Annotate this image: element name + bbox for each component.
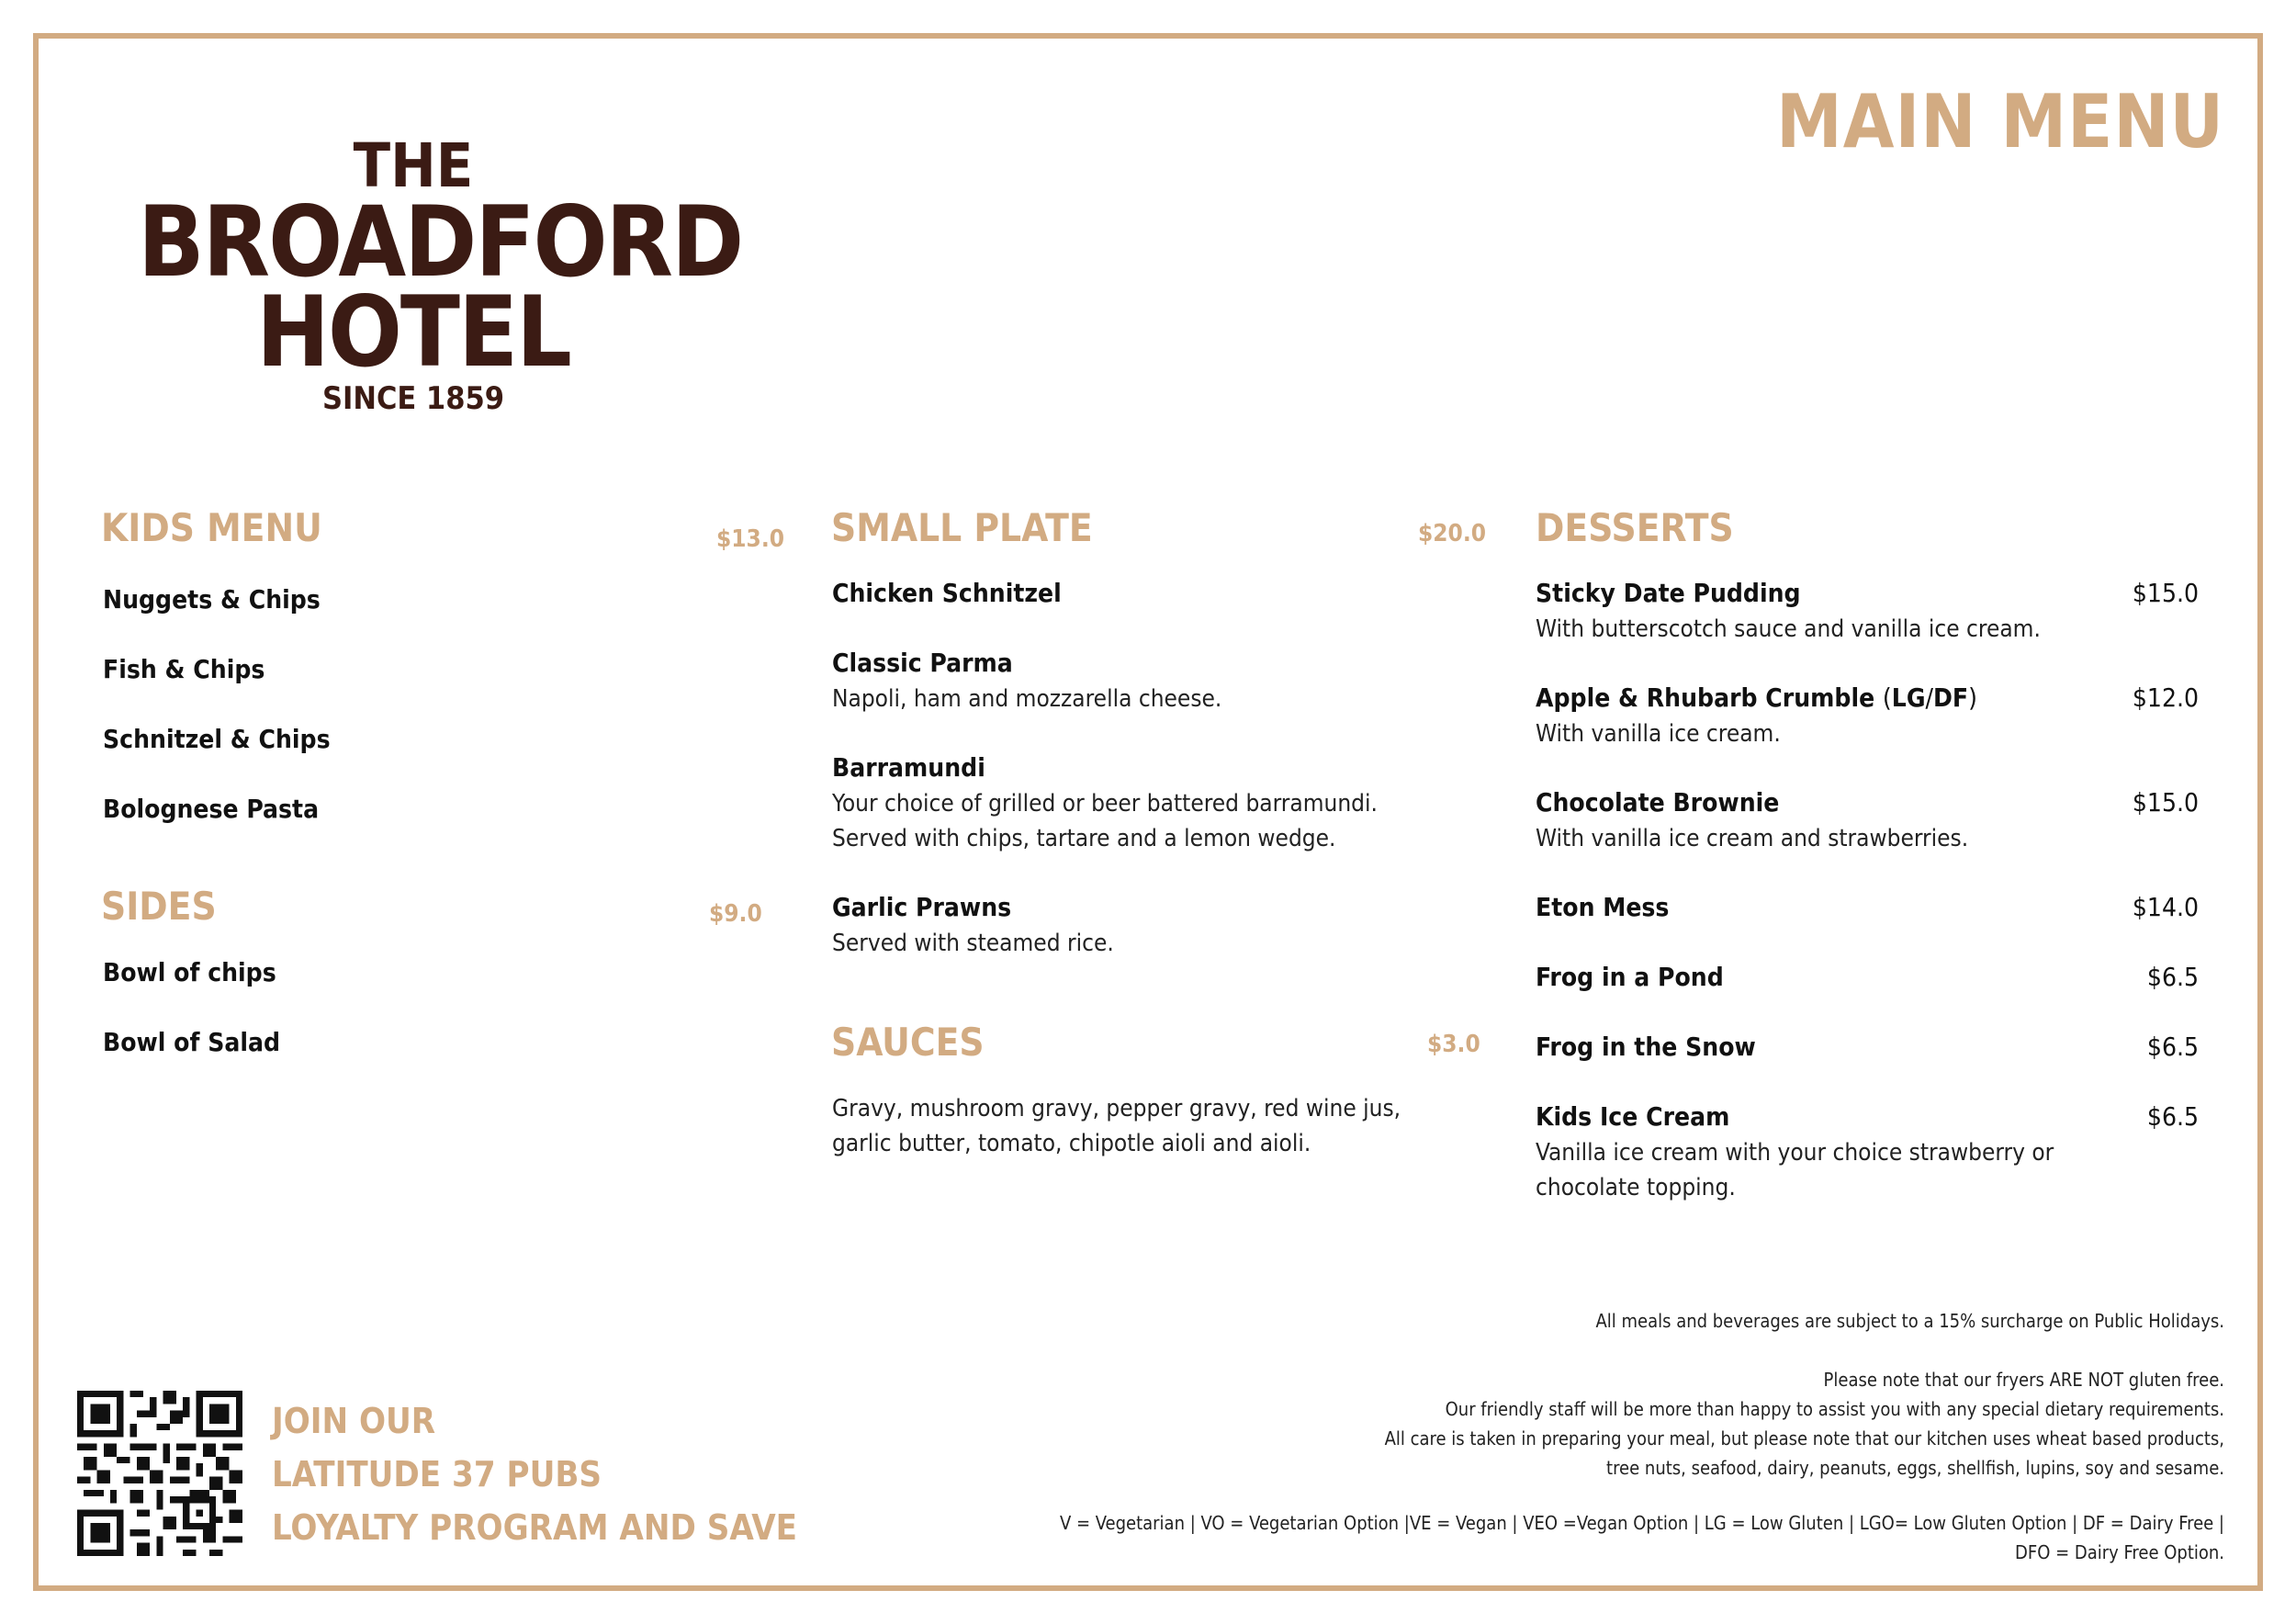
dish-description: chocolate topping.	[1536, 1174, 1736, 1201]
dessert-eton-mess	[1536, 889, 2199, 926]
sauces-description	[832, 1091, 1530, 1161]
logo-line-since: SINCE 1859	[321, 380, 505, 417]
list-item: Nuggets & Chips	[103, 584, 321, 615]
loyalty-line-2: LATITUDE 37 PUBS	[272, 1454, 602, 1494]
dish-description: With butterscotch sauce and vanilla ice cream.	[1536, 615, 2041, 643]
tag-lg: LG	[1891, 682, 1926, 713]
dish-price: $12.0	[2132, 682, 2199, 713]
logo-line-hotel: HOTEL	[256, 276, 570, 389]
dish-chicken-schnitzel	[832, 575, 1475, 612]
staff-note: Our friendly staff will be more than happy to assist you with any special dietary requirements.	[1445, 1398, 2224, 1420]
dessert-frog-pond	[1536, 959, 2199, 996]
desserts-title: DESSERTS	[1536, 505, 1734, 550]
sauces-title: SAUCES	[831, 1020, 985, 1065]
qr-code-icon[interactable]	[77, 1391, 242, 1556]
dish-price: $6.5	[2146, 1032, 2199, 1062]
dish-name: Kids Ice Cream	[1536, 1101, 1730, 1132]
sides-title: SIDES	[101, 884, 217, 929]
loyalty-line-3: LOYALTY PROGRAM AND SAVE	[272, 1507, 798, 1548]
dish-description: Your choice of grilled or beer battered barramundi.	[832, 790, 1378, 818]
dish-garlic-prawns	[832, 889, 1475, 961]
dish-description: Served with chips, tartare and a lemon wedge.	[832, 825, 1336, 852]
dessert-brownie	[1536, 784, 2199, 856]
dish-name: Sticky Date Pudding	[1536, 578, 1801, 608]
dessert-sticky-date	[1536, 575, 2199, 647]
list-item: Bowl of Salad	[103, 1027, 280, 1057]
dish-price: $14.0	[2132, 892, 2199, 922]
tag-paren: (	[1882, 682, 1892, 713]
dish-description: Served with steamed rice.	[832, 930, 1114, 957]
dish-description: Napoli, ham and mozzarella cheese.	[832, 685, 1222, 713]
dietary-notes	[1385, 1365, 2224, 1483]
surcharge-note: All meals and beverages are subject to a 15% surcharge on Public Holidays.	[1595, 1310, 2224, 1332]
dish-name: Frog in the Snow	[1536, 1032, 1756, 1062]
dish-description: garlic butter, tomato, chipotle aioli and aioli.	[832, 1130, 1311, 1157]
dish-description: With vanilla ice cream and strawberries.	[1536, 825, 1969, 852]
care-note-2: tree nuts, seafood, dairy, peanuts, eggs, shellfish, lupins, soy and sesame.	[1606, 1457, 2224, 1479]
dish-name: Chicken Schnitzel	[832, 578, 1062, 608]
dish-name: Classic Parma	[832, 648, 1013, 678]
legend-line-2: DFO = Dairy Free Option.	[2015, 1541, 2224, 1563]
list-item: Schnitzel & Chips	[103, 724, 331, 754]
sides-price: $9.0	[709, 900, 762, 928]
dish-price: $15.0	[2132, 787, 2199, 818]
tag-df: DF	[1933, 682, 1969, 713]
dish-price: $6.5	[2146, 1101, 2199, 1132]
small-plate-price: $20.0	[1418, 520, 1486, 547]
dish-classic-parma	[832, 645, 1475, 716]
dish-price: $6.5	[2146, 962, 2199, 992]
small-plate-title: SMALL PLATE	[831, 505, 1093, 550]
dish-name: Garlic Prawns	[832, 892, 1012, 922]
tag-paren: )	[1968, 682, 1977, 713]
dish-name: Barramundi	[832, 752, 985, 783]
loyalty-line-1: JOIN OUR	[272, 1401, 436, 1441]
logo-line-the: THE	[353, 130, 474, 201]
logo-line-broadford: BROADFORD	[138, 186, 743, 299]
kids-menu-title: KIDS MENU	[101, 505, 322, 550]
dish-description: Gravy, mushroom gravy, pepper gravy, red wine jus,	[832, 1095, 1401, 1122]
dessert-frog-snow	[1536, 1029, 2199, 1066]
hotel-logo	[138, 130, 743, 417]
legend-line-1: V = Vegetarian | VO = Vegetarian Option |VE = Vegan | VEO =Vegan Option | LG = Low Gluten | LGO= Low Gluten Option | DF = Dairy Free |	[1059, 1512, 2224, 1534]
tag-sep: /	[1925, 682, 1933, 713]
list-item: Fish & Chips	[103, 654, 265, 684]
dietary-legend	[1060, 1508, 2224, 1567]
dish-description: Vanilla ice cream with your choice strawberry or	[1536, 1139, 2054, 1167]
dish-barramundi	[832, 750, 1530, 856]
dish-name: Frog in a Pond	[1536, 962, 1724, 992]
list-item: Bowl of chips	[103, 957, 276, 987]
sauces-price: $3.0	[1427, 1031, 1480, 1058]
fryers-note: Please note that our fryers ARE NOT gluten free.	[1823, 1369, 2224, 1391]
dish-name: Eton Mess	[1536, 892, 1670, 922]
dessert-crumble	[1536, 680, 2199, 751]
care-note-1: All care is taken in preparing your meal, but please note that our kitchen uses wheat based products,	[1384, 1427, 2224, 1449]
page-title: MAIN MENU	[1776, 79, 2224, 164]
dish-name: Chocolate Brownie	[1536, 787, 1780, 818]
dish-price: $15.0	[2132, 578, 2199, 608]
dessert-kids-ice-cream	[1536, 1099, 2199, 1205]
dish-description: With vanilla ice cream.	[1536, 720, 1781, 748]
list-item: Bolognese Pasta	[103, 794, 320, 824]
dish-name: Apple & Rhubarb Crumble	[1536, 682, 1875, 713]
kids-menu-price: $13.0	[716, 525, 784, 553]
